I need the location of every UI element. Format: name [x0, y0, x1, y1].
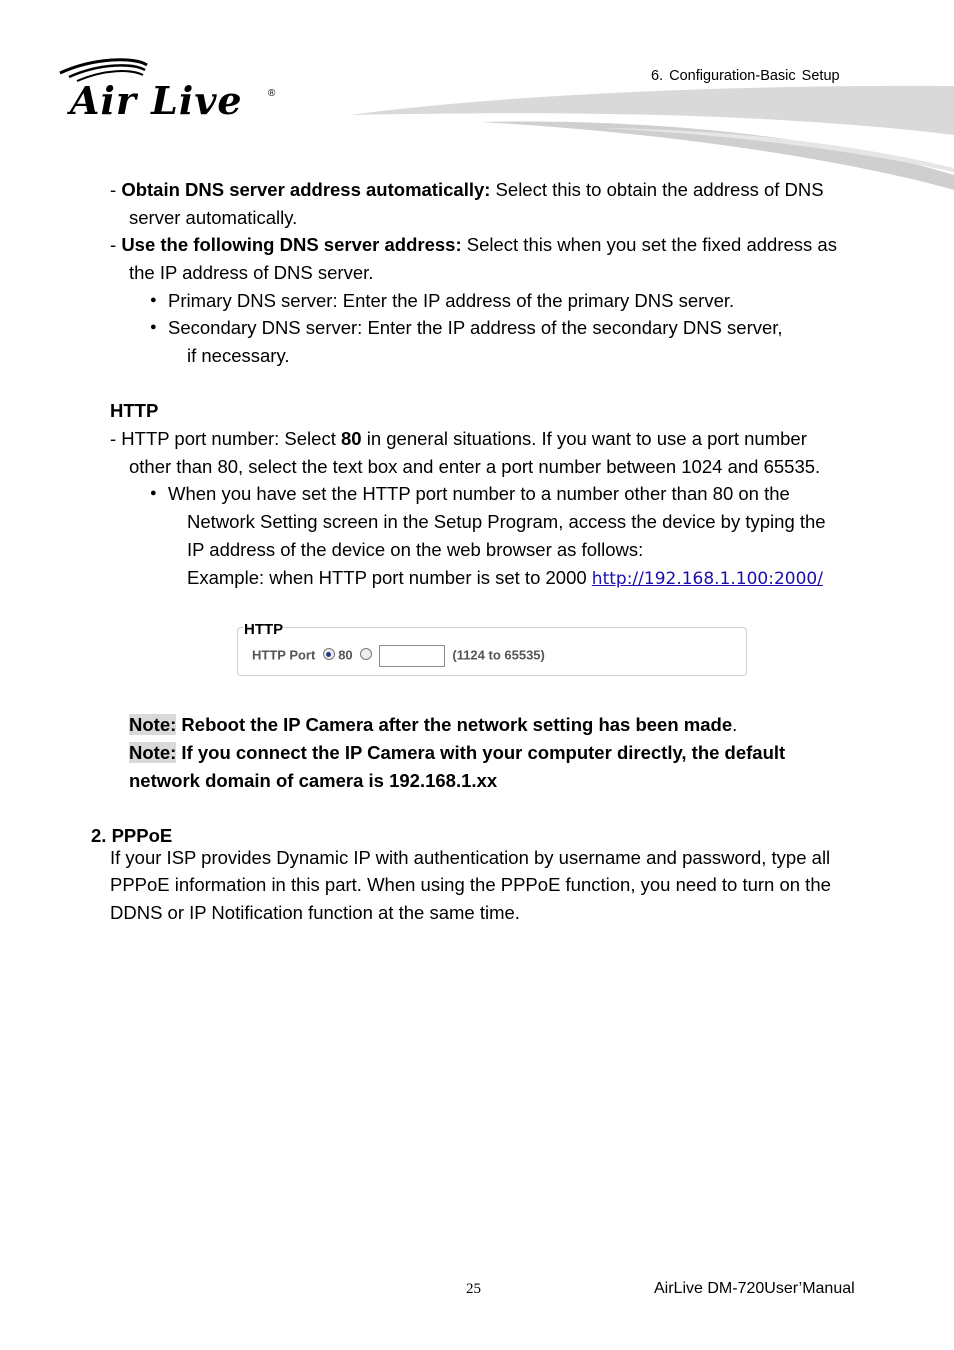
custom-port-radio[interactable]	[360, 648, 372, 660]
http-port-item	[110, 425, 807, 453]
dns-secondary-bullet: ● Secondary DNS server: Enter the IP address of the secondary DNS server,	[168, 314, 783, 342]
http-port-text-cont: other than 80, select the text box and enter a port number between 1024 and 65535.	[129, 456, 821, 477]
pppoe-heading: 2. PPPoE	[91, 825, 173, 846]
port-80-label: 80	[338, 647, 353, 663]
http-port-bold: 80	[341, 428, 362, 449]
http-note-cont-2: IP address of the device on the web browser as follows:	[187, 539, 644, 560]
note-label: Note:	[129, 742, 177, 763]
dns-secondary-cont: if necessary.	[187, 345, 290, 366]
dns-auto-item: - Obtain DNS server address automatically: Select this to obtain the address of DNS	[110, 179, 824, 200]
dns-manual-text-cont: the IP address of DNS server.	[129, 262, 374, 283]
http-settings-title: HTTP	[244, 621, 284, 638]
pppoe-line-3: DDNS or IP Notification function at the same time.	[110, 902, 520, 923]
note-reboot	[129, 711, 737, 739]
page-number: 25	[466, 1281, 481, 1297]
http-example	[187, 564, 823, 594]
note-reboot-period: .	[732, 714, 738, 735]
http-port-text-a: - HTTP port number: Select	[110, 428, 341, 449]
dns-auto-text-cont: server automatically.	[129, 207, 298, 228]
http-note-bullet: ● When you have set the HTTP port number to a number other than 80 on the	[168, 480, 790, 508]
custom-port-input[interactable]	[379, 645, 445, 667]
manual-name: AirLive DM-720User’Manual	[654, 1280, 855, 1297]
http-heading: HTTP	[110, 400, 159, 421]
http-example-text: Example: when HTTP port number is set to 2000	[187, 567, 592, 588]
dns-manual-text: Select this when you set the fixed address as	[461, 234, 837, 255]
logo-text: Air Live	[70, 78, 243, 123]
http-example-link[interactable]: http://192.168.1.100:2000/	[591, 569, 823, 589]
dns-manual-label: Use the following DNS server address:	[121, 234, 462, 255]
note-direct-text: If you connect the IP Camera with your computer directly, the default	[176, 742, 786, 763]
port-80-radio[interactable]	[323, 648, 335, 660]
dns-manual-item: - Use the following DNS server address: Select this when you set the fixed address as	[110, 234, 837, 255]
section-title: 6. Configuration-Basic Setup	[651, 68, 840, 84]
airlive-logo	[70, 78, 243, 123]
http-port-text-b: in general situations. If you want to use a port number	[361, 428, 807, 449]
http-note-cont-1: Network Setting screen in the Setup Program, access the device by typing the	[187, 511, 826, 532]
note-direct-connect	[129, 739, 785, 767]
note-reboot-text: Reboot the IP Camera after the network setting has been made	[176, 714, 733, 735]
pppoe-line-1: If your ISP provides Dynamic IP with authentication by username and password, type all	[110, 847, 831, 868]
dns-primary-bullet: ● Primary DNS server: Enter the IP address of the primary DNS server.	[168, 287, 734, 315]
http-port-label: HTTP Port	[252, 647, 316, 663]
port-range-hint: (1124 to 65535)	[452, 647, 545, 663]
dns-auto-text: Select this to obtain the address of DNS	[490, 179, 824, 200]
http-port-row	[252, 645, 545, 667]
pppoe-line-2: PPPoE information in this part. When using the PPPoE function, you need to turn on the	[110, 874, 831, 895]
registered-mark: ®	[268, 88, 276, 99]
dns-auto-label: Obtain DNS server address automatically:	[121, 179, 491, 200]
note-direct-cont: network domain of camera is 192.168.1.xx	[129, 770, 498, 791]
note-label: Note:	[129, 714, 177, 735]
